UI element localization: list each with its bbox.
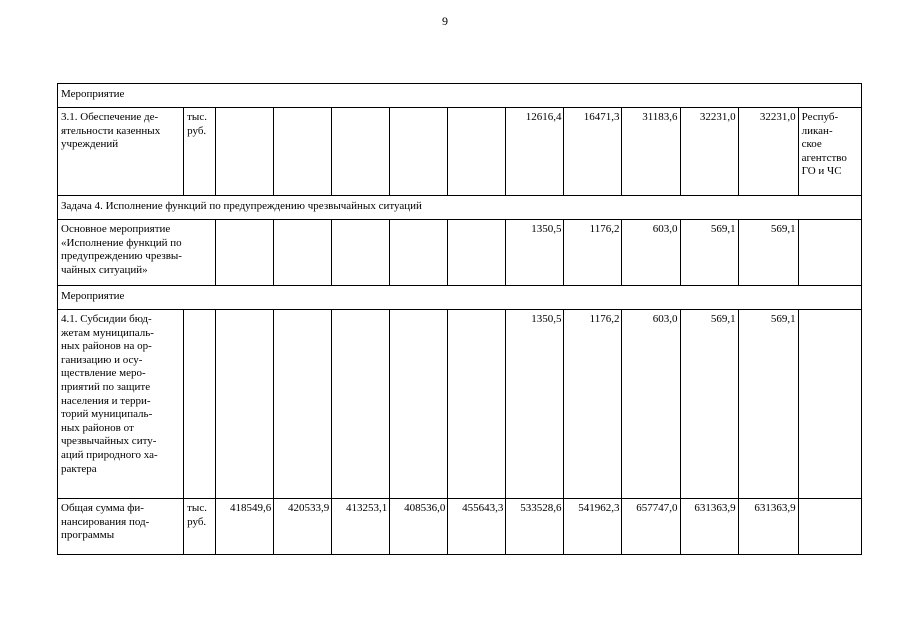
value-cell xyxy=(274,220,332,286)
value-cell xyxy=(274,310,332,499)
table-row-total xyxy=(58,499,862,555)
value-cell: 12616,4 xyxy=(506,108,564,196)
value-cell: 31183,6 xyxy=(622,108,680,196)
value-cell: 16471,3 xyxy=(564,108,622,196)
executor-cell xyxy=(798,310,861,499)
value-cell xyxy=(390,310,448,499)
executor-cell xyxy=(798,499,861,555)
value-cell: 1176,2 xyxy=(564,220,622,286)
value-cell: 32231,0 xyxy=(680,108,738,196)
value-cell xyxy=(274,108,332,196)
value-cell xyxy=(332,220,390,286)
value-cell: 603,0 xyxy=(622,220,680,286)
row-name-cell xyxy=(58,108,184,196)
value-cell xyxy=(332,310,390,499)
value-cell: 408536,0 xyxy=(390,499,448,555)
value-cell: 569,1 xyxy=(680,220,738,286)
row-name-cell: Общая сумма фи- нансирования под- программы xyxy=(58,499,184,555)
row-name-cell: 4.1. Субсидии бюд- жетам муниципаль- ных районов на ор- ганизацию и осу- ществление меро- приятий по защите населения и терри- торий муниципаль- ных районов от чрезвычайных ситу- аций природного ха- рактера xyxy=(58,310,184,499)
value-cell xyxy=(216,108,274,196)
value-cell: 413253,1 xyxy=(332,499,390,555)
financing-table xyxy=(57,83,862,555)
value-cell xyxy=(390,108,448,196)
table-row-event-4-1 xyxy=(58,310,862,499)
table-row-section-header xyxy=(58,286,862,310)
value-cell: 1350,5 xyxy=(506,310,564,499)
row-unit-cell: тыс. руб. xyxy=(184,108,216,196)
value-cell: 418549,6 xyxy=(216,499,274,555)
value-cell: 455643,3 xyxy=(448,499,506,555)
page-number: 9 xyxy=(442,14,448,28)
value-cell: 1176,2 xyxy=(564,310,622,499)
value-cell: 631363,9 xyxy=(738,499,798,555)
table-row-task-4 xyxy=(58,196,862,220)
executor-cell xyxy=(798,220,861,286)
value-cell: 603,0 xyxy=(622,310,680,499)
value-cell: 631363,9 xyxy=(680,499,738,555)
table-row-event-3-1 xyxy=(58,108,862,196)
value-cell xyxy=(448,108,506,196)
value-cell xyxy=(390,220,448,286)
value-cell: 533528,6 xyxy=(506,499,564,555)
row-name-text: 3.1. Обеспечение де- ятельности казенных учреждений xyxy=(61,111,161,151)
value-cell: 32231,0 xyxy=(738,108,798,196)
row-name-cell: Основное мероприятие «Исполнение функций по предупреждению чрезвы- чайных ситуаций» xyxy=(58,220,216,286)
value-cell xyxy=(448,310,506,499)
task-header-cell: Задача 4. Исполнение функций по предупреждению чрезвычайных ситуаций xyxy=(58,196,862,220)
table-row-main-event xyxy=(58,220,862,286)
value-cell: 420533,9 xyxy=(274,499,332,555)
value-cell xyxy=(448,220,506,286)
value-cell: 569,1 xyxy=(680,310,738,499)
value-cell: 541962,3 xyxy=(564,499,622,555)
row-unit-cell xyxy=(184,310,216,499)
table-row-section-header xyxy=(58,84,862,108)
row-unit-cell: тыс. руб. xyxy=(184,499,216,555)
value-cell: 1350,5 xyxy=(506,220,564,286)
value-cell: 569,1 xyxy=(738,220,798,286)
value-cell xyxy=(216,310,274,499)
value-cell: 657747,0 xyxy=(622,499,680,555)
section-header-cell: Мероприятие xyxy=(58,84,862,108)
section-header-cell: Мероприятие xyxy=(58,286,862,310)
value-cell xyxy=(216,220,274,286)
value-cell: 569,1 xyxy=(738,310,798,499)
value-cell xyxy=(332,108,390,196)
executor-cell: Респуб- ликан- ское агентство ГО и ЧС xyxy=(798,108,861,196)
